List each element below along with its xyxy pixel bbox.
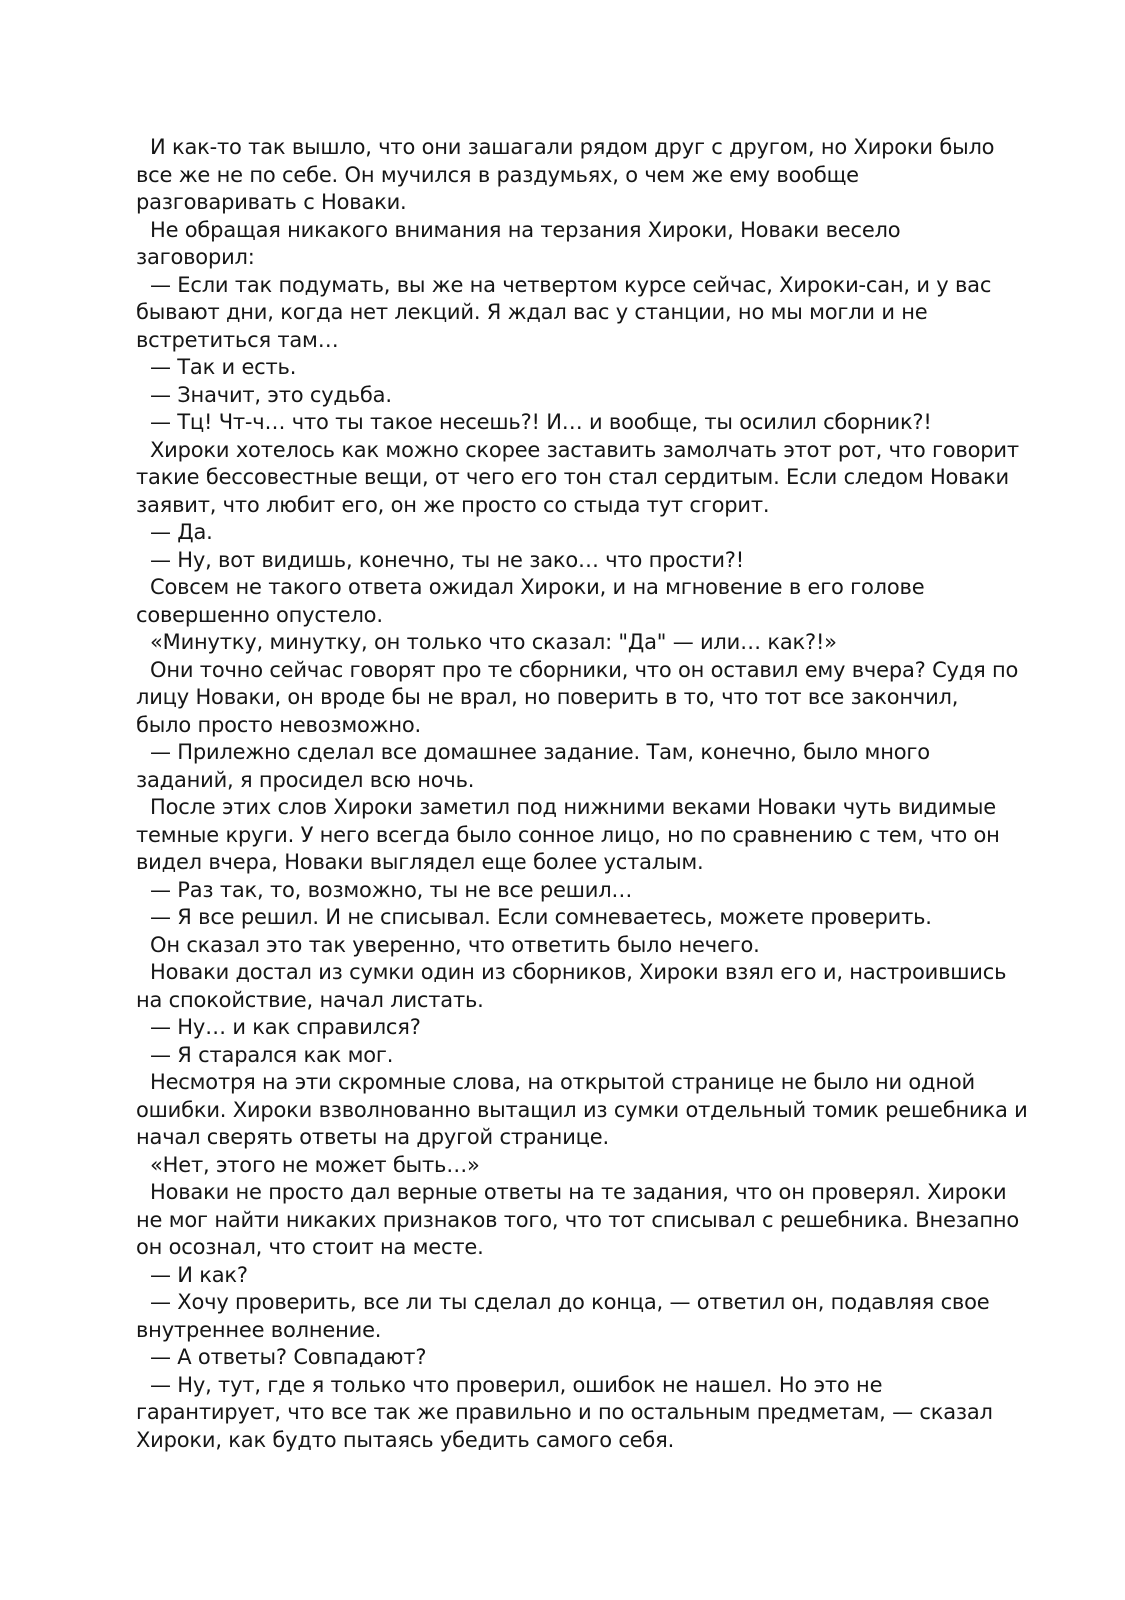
paragraph (136, 932, 984, 960)
text-line: Совсем не такого ответа ожидал Хироки, и на мгновение в его голове (150, 575, 925, 599)
paragraph (136, 354, 984, 382)
text-line: не мог найти никаких признаков того, что тот списывал с решебника. Внезапно (136, 1207, 1020, 1232)
text-line: совершенно опустело. (136, 602, 383, 627)
paragraph (136, 629, 984, 657)
paragraph (136, 1042, 984, 1070)
text-line: внутреннее волнение. (136, 1317, 382, 1342)
page-text (136, 134, 1028, 1454)
paragraph (136, 1289, 990, 1344)
paragraph (136, 547, 984, 575)
text-line: — Прилежно сделал все домашнее задание. Там, конечно, было много (150, 740, 930, 764)
paragraph (136, 1344, 984, 1372)
text-line: все же не по себе. Он мучился в раздумьях, о чем же ему вообще (136, 162, 859, 187)
text-line: он осознал, что стоит на месте. (136, 1235, 484, 1259)
text-line: — Да. (150, 520, 213, 544)
text-line: — Ну… и как справился? (150, 1015, 421, 1039)
text-line: заданий, я просидел всю ночь. (136, 767, 475, 792)
text-line: темные круги. У него всегда было сонное лицо, но по сравнению с тем, что он (136, 822, 1000, 847)
text-line: Несмотря на эти скромные слова, на открытой странице не было ни одной (150, 1070, 975, 1094)
paragraph (136, 217, 984, 272)
paragraph (136, 1262, 984, 1290)
text-line: — Раз так, то, возможно, ты не все решил… (150, 877, 633, 902)
text-line: «Нет, этого не может быть…» (150, 1152, 480, 1177)
text-line: Он сказал это так уверенно, что ответить было нечего. (150, 932, 760, 957)
paragraph (136, 409, 984, 437)
text-line: — Значит, это судьба. (150, 382, 392, 407)
text-line: После этих слов Хироки заметил под нижними веками Новаки чуть видимые (150, 795, 996, 819)
text-line: — Ну, вот видишь, конечно, ты не зако… что прости?! (150, 547, 744, 572)
text-line: «Минутку, минутку, он только что сказал: "Да" — или… как?!» (150, 630, 837, 654)
text-line: на спокойствие, начал листать. (136, 987, 484, 1012)
text-line: видел вчера, Новаки выглядел еще более усталым. (136, 850, 704, 874)
text-line: разговаривать с Новаки. (136, 190, 407, 214)
text-line: — А ответы? Совпадают? (150, 1345, 427, 1369)
paragraph (136, 877, 984, 905)
paragraph (136, 1372, 993, 1455)
text-line: заговорил: (136, 245, 255, 269)
text-line: бывают дни, когда нет лекций. Я ждал вас у станции, но мы могли и не (136, 300, 928, 324)
paragraph (136, 134, 995, 217)
paragraph (136, 437, 1019, 520)
text-line: было просто невозможно. (136, 712, 421, 737)
paragraph (136, 1014, 984, 1042)
paragraph (136, 1179, 1020, 1262)
text-line: — Если так подумать, вы же на четвертом курсе сейчас, Хироки-сан, и у вас (150, 272, 992, 297)
text-line: Новаки достал из сумки один из сборников, Хироки взял его и, настроившись (150, 960, 1007, 984)
text-line: И как-то так вышло, что они зашагали рядом друг с другом, но Хироки было (150, 135, 995, 159)
paragraph (136, 1152, 984, 1180)
text-line: — Я все решил. И не списывал. Если сомневаетесь, можете проверить. (150, 905, 932, 929)
text-line: заявит, что любит его, он же просто со стыда тут сгорит. (136, 492, 770, 517)
text-line: Они точно сейчас говорят про те сборники, что он оставил ему вчера? Судя по (150, 657, 1019, 682)
text-line: — Хочу проверить, все ли ты сделал до конца, — ответил он, подавляя свое (150, 1290, 990, 1314)
paragraph (136, 904, 984, 932)
text-line: — Так и есть. (150, 355, 297, 379)
text-line: Новаки не просто дал верные ответы на те задания, что он проверял. Хироки (150, 1180, 1007, 1204)
text-line: Хироки, как будто пытаясь убедить самого себя. (136, 1427, 675, 1452)
paragraph (136, 272, 992, 355)
text-line: лицу Новаки, он вроде бы не врал, но поверить в то, что тот все закончил, (136, 685, 959, 709)
text-line: — И как? (150, 1262, 248, 1287)
text-line: Не обращая никакого внимания на терзания Хироки, Новаки весело (150, 217, 901, 242)
paragraph (136, 382, 984, 410)
paragraph (136, 794, 1000, 877)
text-line: — Я старался как мог. (150, 1042, 394, 1067)
text-line: Хироки хотелось как можно скорее заставить замолчать этот рот, что говорит (150, 437, 1019, 462)
paragraph (136, 574, 984, 629)
text-line: начал сверять ответы на другой странице. (136, 1125, 609, 1149)
text-line: встретиться там… (136, 327, 339, 352)
paragraph (136, 657, 1019, 740)
text-line: — Тц! Чт-ч… что ты такое несешь?! И… и вообще, ты осилил сборник?! (150, 410, 932, 434)
paragraph (136, 739, 984, 794)
text-line: гарантирует, что все так же правильно и по остальным предметам, — сказал (136, 1400, 993, 1424)
text-line: такие бессовестные вещи, от чего его тон стал сердитым. Если следом Новаки (136, 465, 1009, 489)
paragraph (136, 959, 1007, 1014)
text-line: ошибки. Хироки взволнованно вытащил из сумки отдельный томик решебника и (136, 1097, 1028, 1122)
paragraph (136, 1069, 1028, 1152)
text-line: — Ну, тут, где я только что проверил, ошибок не нашел. Но это не (150, 1372, 883, 1397)
paragraph (136, 519, 984, 547)
